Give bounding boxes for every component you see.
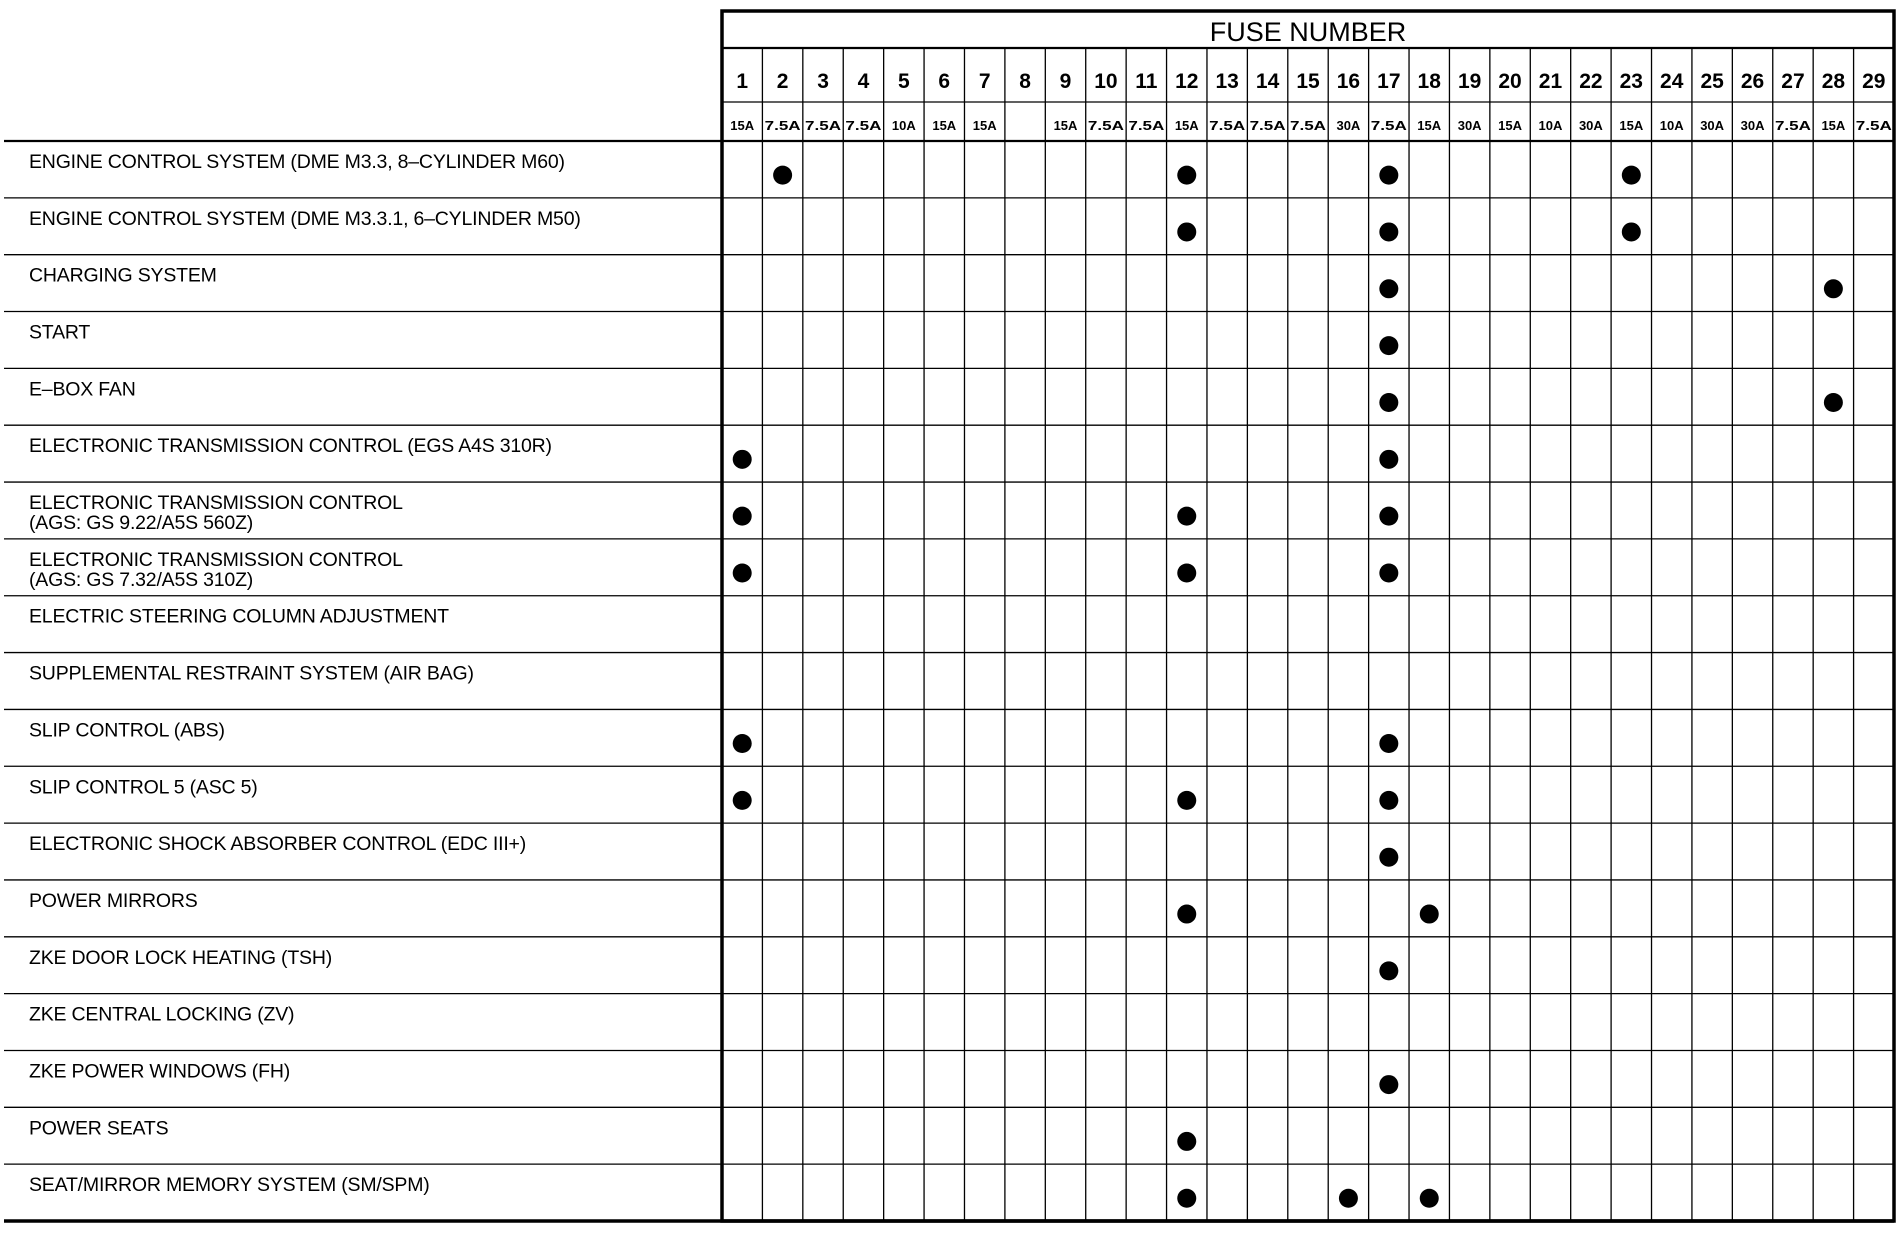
fuse-number: 28 bbox=[1821, 70, 1846, 93]
fuse-mark-dot bbox=[1379, 222, 1398, 241]
fuse-mark-dot bbox=[1622, 222, 1641, 241]
fuse-rating: 15A bbox=[1498, 118, 1522, 133]
fuse-number: 18 bbox=[1417, 70, 1441, 93]
fuse-rating: 15A bbox=[1821, 118, 1846, 133]
system-label: ELECTRONIC TRANSMISSION CONTROL (EGS A4S 310R) bbox=[29, 435, 552, 458]
fuse-mark-dot bbox=[1177, 905, 1196, 924]
fuse-mark-dot bbox=[1420, 905, 1439, 924]
fuse-number: 11 bbox=[1135, 70, 1158, 93]
system-label: ZKE DOOR LOCK HEATING (TSH) bbox=[29, 946, 333, 969]
fuse-rating: 30A bbox=[1336, 118, 1361, 133]
fuse-mark-dot bbox=[733, 564, 752, 583]
system-labels bbox=[29, 151, 581, 1196]
fuse-rating: 15A bbox=[1053, 118, 1078, 133]
fuse-rating: 10A bbox=[1538, 118, 1563, 133]
fuse-number: 8 bbox=[1019, 70, 1031, 93]
fuse-mark-dot bbox=[1622, 166, 1641, 185]
fuse-rating: 7.5A bbox=[1370, 118, 1408, 133]
fuse-rating: 10A bbox=[1659, 118, 1684, 133]
fuse-rating: 30A bbox=[1700, 118, 1725, 133]
fuse-mark-dot bbox=[773, 166, 792, 185]
fuse-mark-dot bbox=[1379, 734, 1398, 753]
system-label: ELECTRONIC TRANSMISSION CONTROL bbox=[29, 548, 403, 571]
table-frame bbox=[722, 11, 1894, 1221]
fuse-mark-dot bbox=[1379, 336, 1398, 355]
fuse-mark-dot bbox=[1379, 848, 1398, 867]
fuse-mark-dot bbox=[1379, 507, 1398, 526]
fuse-rating: 7.5A bbox=[845, 118, 883, 133]
fuse-number: 4 bbox=[857, 70, 870, 93]
fuse-mark-dot bbox=[1177, 222, 1196, 241]
system-label: POWER MIRRORS bbox=[29, 889, 198, 912]
system-label: SUPPLEMENTAL RESTRAINT SYSTEM (AIR BAG) bbox=[29, 662, 474, 685]
fuse-mark-dot bbox=[1177, 564, 1196, 583]
fuse-number: 15 bbox=[1296, 70, 1320, 93]
system-label: SLIP CONTROL (ABS) bbox=[29, 719, 225, 742]
fuse-number: 14 bbox=[1255, 70, 1280, 93]
fuse-rating: 7.5A bbox=[1249, 118, 1287, 133]
fuse-mark-dot bbox=[1824, 279, 1843, 298]
fuse-rating: 7.5A bbox=[805, 118, 842, 133]
fuse-number: 23 bbox=[1619, 70, 1643, 93]
fuse-rating: 10A bbox=[891, 118, 916, 133]
fuse-mark-dot bbox=[1379, 166, 1398, 185]
fuse-number: 20 bbox=[1498, 70, 1522, 93]
fuse-mark-dot bbox=[1177, 507, 1196, 526]
fuse-number: 5 bbox=[898, 70, 910, 93]
fuse-mark-dot bbox=[1824, 393, 1843, 412]
fuse-mark-dot bbox=[1379, 279, 1398, 298]
system-label: POWER SEATS bbox=[29, 1117, 169, 1140]
fuse-rating: 30A bbox=[1578, 118, 1603, 133]
system-label: ZKE CENTRAL LOCKING (ZV) bbox=[29, 1003, 295, 1026]
fuse-number: 22 bbox=[1579, 70, 1603, 93]
fuse-rating: 15A bbox=[1619, 118, 1644, 133]
fuse-number: 19 bbox=[1457, 70, 1482, 93]
system-label: START bbox=[29, 321, 91, 344]
fuse-rating: 7.5A bbox=[1087, 118, 1125, 133]
fuse-number: 3 bbox=[817, 70, 829, 93]
system-label: ELECTRIC STEERING COLUMN ADJUSTMENT bbox=[29, 605, 449, 628]
fuse-mark-dot bbox=[733, 507, 752, 526]
fuse-rating: 7.5A bbox=[1128, 118, 1166, 133]
system-label: CHARGING SYSTEM bbox=[29, 264, 217, 287]
fuse-rating: 30A bbox=[1740, 118, 1765, 133]
fuse-mark-dot bbox=[733, 734, 752, 753]
system-label: SEAT/MIRROR MEMORY SYSTEM (SM/SPM) bbox=[29, 1174, 430, 1197]
system-label: ZKE POWER WINDOWS (FH) bbox=[29, 1060, 290, 1083]
table-title: FUSE NUMBER bbox=[1209, 17, 1407, 47]
system-label: SLIP CONTROL 5 (ASC 5) bbox=[29, 776, 258, 799]
fuse-mark-dot bbox=[1379, 564, 1398, 583]
fuse-mark-dot bbox=[1177, 1132, 1196, 1151]
fuse-number: 7 bbox=[978, 70, 991, 93]
system-label: ENGINE CONTROL SYSTEM (DME M3.3, 8–CYLINDER M60) bbox=[29, 151, 565, 173]
fuse-rating: 15A bbox=[932, 118, 957, 133]
fuse-number: 1 bbox=[736, 70, 749, 93]
fuse-mark-dot bbox=[1420, 1189, 1439, 1208]
system-label: ELECTRONIC SHOCK ABSORBER CONTROL (EDC III+) bbox=[29, 833, 527, 856]
fuse-number: 16 bbox=[1336, 70, 1361, 93]
fuse-number: 29 bbox=[1862, 70, 1886, 93]
fuse-mark-dot bbox=[1379, 961, 1398, 980]
fuse-mark-dot bbox=[1339, 1189, 1358, 1208]
fuse-number: 24 bbox=[1660, 70, 1684, 93]
fuse-number: 27 bbox=[1781, 70, 1805, 93]
fuse-rating: 7.5A bbox=[764, 118, 802, 133]
fuse-mark-dot bbox=[1379, 393, 1398, 412]
fuse-mark-dot bbox=[1177, 791, 1196, 810]
system-label: (AGS: GS 7.32/A5S 310Z) bbox=[29, 568, 254, 591]
fuse-rating: 15A bbox=[972, 118, 997, 133]
fuse-rating: 15A bbox=[730, 118, 755, 133]
fuse-number: 21 bbox=[1538, 70, 1563, 93]
fuse-number: 9 bbox=[1059, 70, 1072, 93]
fuse-rating: 30A bbox=[1457, 118, 1482, 133]
fuse-mark-dot bbox=[733, 450, 752, 469]
system-label: E–BOX FAN bbox=[29, 378, 136, 401]
fuse-rating: 15A bbox=[1417, 118, 1442, 133]
fuse-number: 12 bbox=[1175, 70, 1199, 93]
system-label: (AGS: GS 9.22/A5S 560Z) bbox=[29, 512, 254, 535]
system-label: ELECTRONIC TRANSMISSION CONTROL bbox=[29, 492, 403, 515]
fuse-rating: 7.5A bbox=[1209, 118, 1246, 133]
fuse-mark-dot bbox=[733, 791, 752, 810]
fuse-number: 13 bbox=[1215, 70, 1239, 93]
fuse-number: 6 bbox=[938, 70, 951, 93]
fuse-rating: 15A bbox=[1174, 118, 1199, 133]
fuse-number: 2 bbox=[776, 70, 789, 93]
fuse-mark-dot bbox=[1177, 166, 1196, 185]
fuse-mark-dot bbox=[1177, 1189, 1196, 1208]
fuse-number: 26 bbox=[1740, 70, 1765, 93]
fuse-number: 25 bbox=[1700, 70, 1724, 93]
fuse-number: 10 bbox=[1094, 70, 1118, 93]
fuse-rating: 7.5A bbox=[1774, 118, 1812, 133]
fuse-mark-dot bbox=[1379, 1075, 1398, 1094]
fuse-rating: 7.5A bbox=[1290, 118, 1327, 133]
fuse-number: 17 bbox=[1377, 70, 1401, 93]
fuse-mark-dot bbox=[1379, 450, 1398, 469]
fuse-rating: 7.5A bbox=[1855, 118, 1893, 133]
system-label: ENGINE CONTROL SYSTEM (DME M3.3.1, 6–CYLINDER M50) bbox=[29, 207, 581, 230]
fuse-mark-dot bbox=[1379, 791, 1398, 810]
